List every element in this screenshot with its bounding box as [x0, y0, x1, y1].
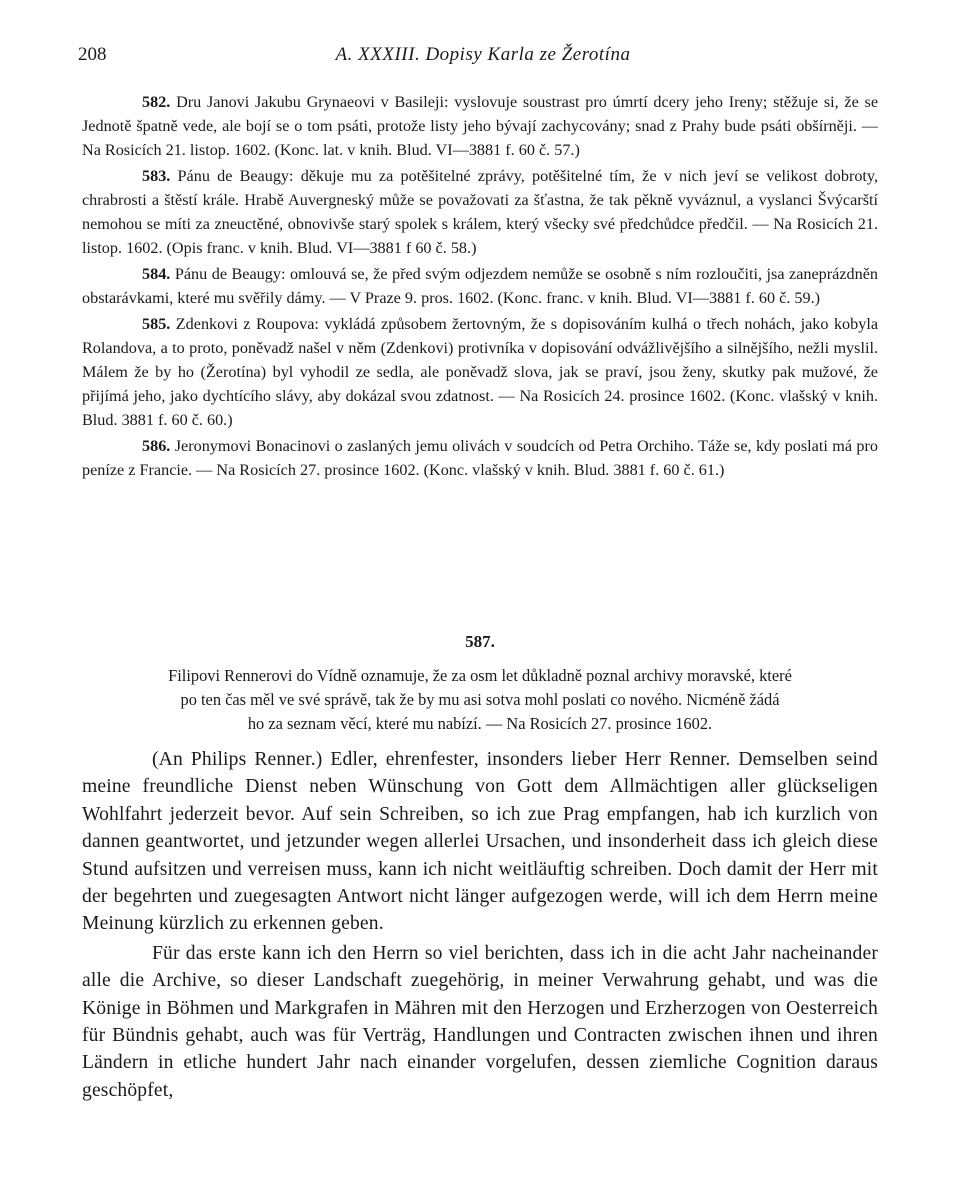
summary-entry-583 [82, 164, 878, 260]
summary-entry-584 [82, 262, 878, 310]
summary-entry-585 [82, 312, 878, 432]
letter-body [82, 746, 878, 1106]
letter-summary-line: po ten čas měl ve své správě, tak že by mu asi sotva mohl poslati co nového. Nicméně žádá [180, 690, 780, 709]
letter-summaries [82, 90, 878, 484]
entry-number: 584. [142, 265, 171, 283]
entry-number: 583. [142, 167, 171, 185]
page-header [78, 44, 888, 72]
letter-summary-line: ho za seznam věcí, které mu nabízí. — Na Rosicích 27. prosince 1602. [247, 714, 713, 733]
letter-paragraph: Für das erste kann ich den Herrn so viel berichten, dass ich in die acht Jahr nacheinander alle die Archive, so dieser Landschaft zuegehörig, in meiner Verwahrung gehabt, und was die Könige in Böhmen und Markgrafen in Mähren mit den Herzogen und Erzherzogen von Oesterreich für Bündnis gehabt, auch was für Verträg, Handlungen und Contracten zwischen ihnen und ihren Ländern in etliche hundert Jahr nach einander vorgelufen, dessen ziemliche Cognition daraus geschöpfet, [82, 942, 878, 1101]
summary-entry-582 [82, 90, 878, 162]
entry-text: Pánu de Beaugy: děkuje mu za potěšitelné zprávy, potěšitelné tím, že v nich jeví se velikost dobroty, chrabrosti a štěstí krále. Hrabě Auvergneský může se považovati za šťastna, že tak pěkně vyváznul, a vyslanci Švýcarští nemohou se míti za zneuctěné, obnovivše starý spolek s králem, který všecky své předchůdce předčil. — Na Rosicích 21. listop. 1602. (Opis franc. v knih. Blud. VI—3881 f 60 č. 58.) [82, 167, 879, 257]
entry-number: 582. [142, 93, 171, 111]
letter-summary-line: Filipovi Rennerovi do Vídně oznamuje, že za osm let důkladně poznal archivy moravské, které [168, 666, 792, 685]
letter-summary [82, 664, 878, 736]
entry-number: 585. [142, 315, 171, 333]
entry-text: Zdenkovi z Roupova: vykládá způsobem žertovným, že s dopisováním kulhá o třech nohách, jako kobyla Rolandova, a to proto, poněvadž našel v něm (Zdenkovi) protivníka v dopisování odvážlivějšího a silnějšího, nežli myslil. Málem že by ho (Žerotína) byl vyhodil ze sedla, ale poněvadž slova, jak se praví, jsou ženy, skutky pak mužové, že přijímá jeho, jako dychtícího slávy, aby dokázal svou zdatnost. — Na Rosicích 24. prosince 1602. (Konc. vlašský v knih. Blud. 3881 f. 60 č. 60.) [82, 315, 879, 429]
entry-text: Jeronymovi Bonacinovi o zaslaných jemu olivách v soudcích od Petra Orchiho. Táže se, kdy poslati má pro peníze z Francie. — Na Rosicích 27. prosince 1602. (Konc. vlašský v knih. Blud. 3881 f. 60 č. 61.) [82, 437, 879, 479]
entry-text: Dru Janovi Jakubu Grynaeovi v Basileji: vyslovuje soustrast pro úmrtí dcery jeho Ireny; stěžuje si, že se Jednotě špatně vede, ale bojí se o tom psáti, protože listy jeho bývají zachycovány; snad z Prahy bude psáti obšírněji. — Na Rosicích 21. listop. 1602. (Konc. lat. v knih. Blud. VI—3881 f. 60 č. 57.) [82, 93, 879, 159]
entry-number: 586. [142, 437, 171, 455]
running-title: A. XXXIII. Dopisy Karla ze Žerotína [335, 44, 631, 65]
page-number: 208 [78, 44, 107, 65]
summary-entry-586 [82, 434, 878, 482]
letter-number-heading: 587. [465, 632, 495, 651]
entry-text: Pánu de Beaugy: omlouvá se, že před svým odjezdem nemůže se osobně s ním rozloučiti, jsa zaneprázdněn obstarávkami, které mu svěřily dámy. — V Praze 9. pros. 1602. (Konc. franc. v knih. Blud. VI—3881 f. 60 č. 59.) [82, 265, 879, 307]
letter-paragraph: (An Philips Renner.) Edler, ehrenfester, insonders lieber Herr Renner. Demselben seind meine freundliche Dienst neben Wünschung von Gott dem Allmächtigen aller glückseligen Wohlfahrt jederzeit bevor. Auf sein Schreiben, so ich zue Prag empfangen, hab ich kurzlich von dannen geantwortet, und jetzunder wegen allerlei Ursachen, und insonderheit dass ich gleich diese Stund aufsitzen und verreisen muss, kann ich nicht weitläuftig schreiben. Doch damit der Herr mit der begehrten und zuegesagten Antwort nicht länger aufgezogen werde, will ich dem Herrn meine Meinung kürzlich zu erkennen geben. [82, 749, 878, 935]
